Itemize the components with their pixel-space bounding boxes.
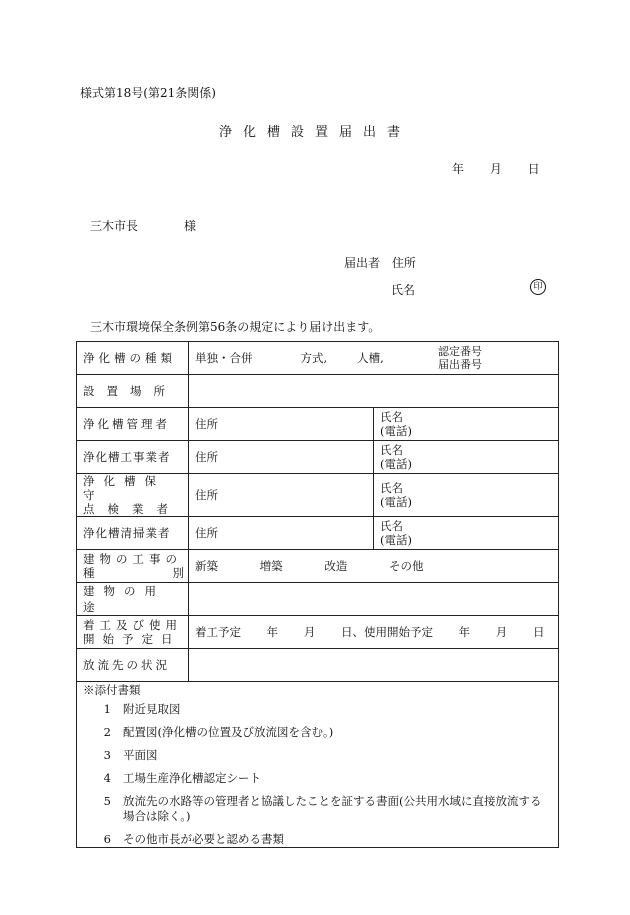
label-text: 浄化槽の種類	[83, 351, 176, 365]
manager-address-field[interactable]	[189, 408, 374, 441]
cert-number-label: 認定番号	[438, 345, 482, 358]
maintenance-name-field[interactable]	[374, 474, 559, 517]
cert-numbers	[438, 345, 482, 371]
label-line2	[83, 566, 184, 580]
item-text: 放流先の水路等の管理者と協議したことを証する書面(公共用水域に直接放流する場合は除く。)	[123, 794, 542, 823]
row-location	[77, 375, 559, 408]
row-discharge	[77, 649, 559, 682]
cleaner-name-field[interactable]	[374, 517, 559, 550]
list-item	[83, 794, 552, 824]
label-text: 建物の用途	[83, 584, 165, 614]
work-type-field[interactable]	[189, 550, 559, 583]
septic-kind-field[interactable]	[189, 342, 559, 375]
schedule-field[interactable]	[189, 616, 559, 649]
septic-capacity-label: 人槽,	[357, 351, 384, 365]
work-type-extension[interactable]: 増築	[259, 559, 283, 573]
name-label: 氏名	[380, 481, 403, 495]
document-title: 浄化槽設置届出書	[218, 125, 411, 140]
date-line	[452, 160, 540, 177]
lead-text: 三木市環境保全条例第56条の規定により届け出ます。	[90, 320, 381, 334]
item-number: 6	[103, 832, 111, 846]
label-schedule	[77, 616, 189, 649]
applicant-label: 届出者	[344, 256, 381, 270]
phone-label: (電話)	[380, 495, 412, 509]
work-type-renovation[interactable]: 改造	[324, 559, 348, 573]
item-number: 4	[103, 771, 111, 785]
start-label: 着工予定	[195, 625, 241, 639]
item-number: 5	[103, 794, 111, 808]
label-line1: 着工及び使用	[83, 618, 182, 632]
list-item	[83, 771, 552, 786]
label-text: 浄化槽工事業者	[83, 450, 171, 464]
row-usage	[77, 583, 559, 616]
work-type-new[interactable]: 新築	[195, 559, 218, 573]
label-work-type	[77, 550, 189, 583]
label-discharge	[77, 649, 189, 682]
label-manager	[77, 408, 189, 441]
label-line2: 開始予定日	[83, 632, 181, 646]
item-text: 附近見取図	[123, 702, 181, 716]
discharge-field[interactable]	[189, 649, 559, 682]
row-work-type	[77, 550, 559, 583]
name-label: 氏名	[380, 443, 403, 457]
septic-method-label: 方式,	[300, 351, 328, 365]
start-year: 年	[266, 625, 279, 639]
address-label: 住所	[195, 488, 218, 502]
item-number: 1	[103, 702, 111, 716]
label-usage	[77, 583, 189, 616]
applicant-address-label: 住所	[391, 256, 416, 270]
addressee-suffix: 様	[184, 219, 197, 233]
phone-label: (電話)	[380, 457, 412, 471]
item-number: 3	[103, 748, 111, 762]
addressee-name: 三木市長	[90, 219, 139, 233]
attachments-heading: ※添付書類	[83, 683, 141, 697]
item-number: 2	[103, 725, 111, 739]
item-text: 配置図(浄化槽の位置及び放流図を含む。)	[123, 725, 334, 739]
date-month-label: 月	[489, 162, 502, 176]
name-label: 氏名	[380, 410, 403, 424]
cleaner-address-field[interactable]	[189, 517, 374, 550]
row-septic-kind	[77, 342, 559, 375]
applicant-name-label: 氏名	[391, 283, 416, 297]
phone-label: (電話)	[380, 424, 412, 438]
label-line2-a: 種	[83, 566, 95, 580]
list-item	[83, 702, 552, 717]
address-label: 住所	[195, 417, 218, 431]
attachments-cell	[77, 682, 559, 848]
seal-mark: 印	[530, 279, 546, 295]
contractor-name-field[interactable]	[374, 441, 559, 474]
label-cleaner	[77, 517, 189, 550]
use-day: 日	[532, 625, 545, 639]
work-type-other[interactable]: その他	[388, 559, 424, 573]
row-cleaner	[77, 517, 559, 550]
row-contractor	[77, 441, 559, 474]
septic-kind-content	[195, 345, 552, 371]
label-text: 放流先の状況	[83, 658, 170, 672]
applicant-address-line	[344, 254, 416, 271]
notif-number-label: 届出番号	[438, 358, 482, 371]
location-field[interactable]	[189, 375, 559, 408]
notification-table	[76, 341, 559, 848]
item-text: 平面図	[123, 748, 158, 762]
form-number: 様式第18号(第21条関係)	[80, 86, 216, 100]
label-text: 設置場所	[83, 384, 177, 398]
manager-name-field[interactable]	[374, 408, 559, 441]
label-line2: 点検業者	[83, 502, 181, 516]
attachments-list	[83, 702, 552, 847]
use-start-label: 日、使用開始予定	[340, 625, 433, 639]
use-month: 月	[495, 625, 508, 639]
address-label: 住所	[195, 450, 218, 464]
label-maintenance	[77, 474, 189, 517]
phone-label: (電話)	[380, 533, 412, 547]
list-item	[83, 725, 552, 740]
label-text: 浄化槽管理者	[83, 417, 170, 431]
maintenance-address-field[interactable]	[189, 474, 374, 517]
name-label: 氏名	[380, 519, 403, 533]
list-item	[83, 748, 552, 763]
label-text: 浄化槽清掃業者	[83, 526, 171, 540]
item-text: 工場生産浄化槽認定シート	[123, 771, 261, 785]
item-text: その他市長が必要と認める書類	[123, 832, 284, 846]
use-year: 年	[458, 625, 471, 639]
date-year-label: 年	[452, 162, 465, 176]
date-day-label: 日	[527, 162, 540, 176]
start-month: 月	[303, 625, 316, 639]
address-label: 住所	[195, 526, 218, 540]
usage-field[interactable]	[189, 583, 559, 616]
row-attachments	[77, 682, 559, 848]
addressee	[90, 217, 196, 234]
label-contractor	[77, 441, 189, 474]
row-manager	[77, 408, 559, 441]
label-line1: 建物の工事の	[83, 552, 182, 566]
label-line1: 浄化槽保守	[83, 474, 165, 502]
label-line2-b: 別	[172, 566, 184, 580]
row-schedule	[77, 616, 559, 649]
list-item	[83, 832, 552, 847]
label-location	[77, 375, 189, 408]
contractor-address-field[interactable]	[189, 441, 374, 474]
label-septic-kind	[77, 342, 189, 375]
row-maintenance	[77, 474, 559, 517]
septic-kind-value: 単独・合併	[195, 351, 253, 365]
